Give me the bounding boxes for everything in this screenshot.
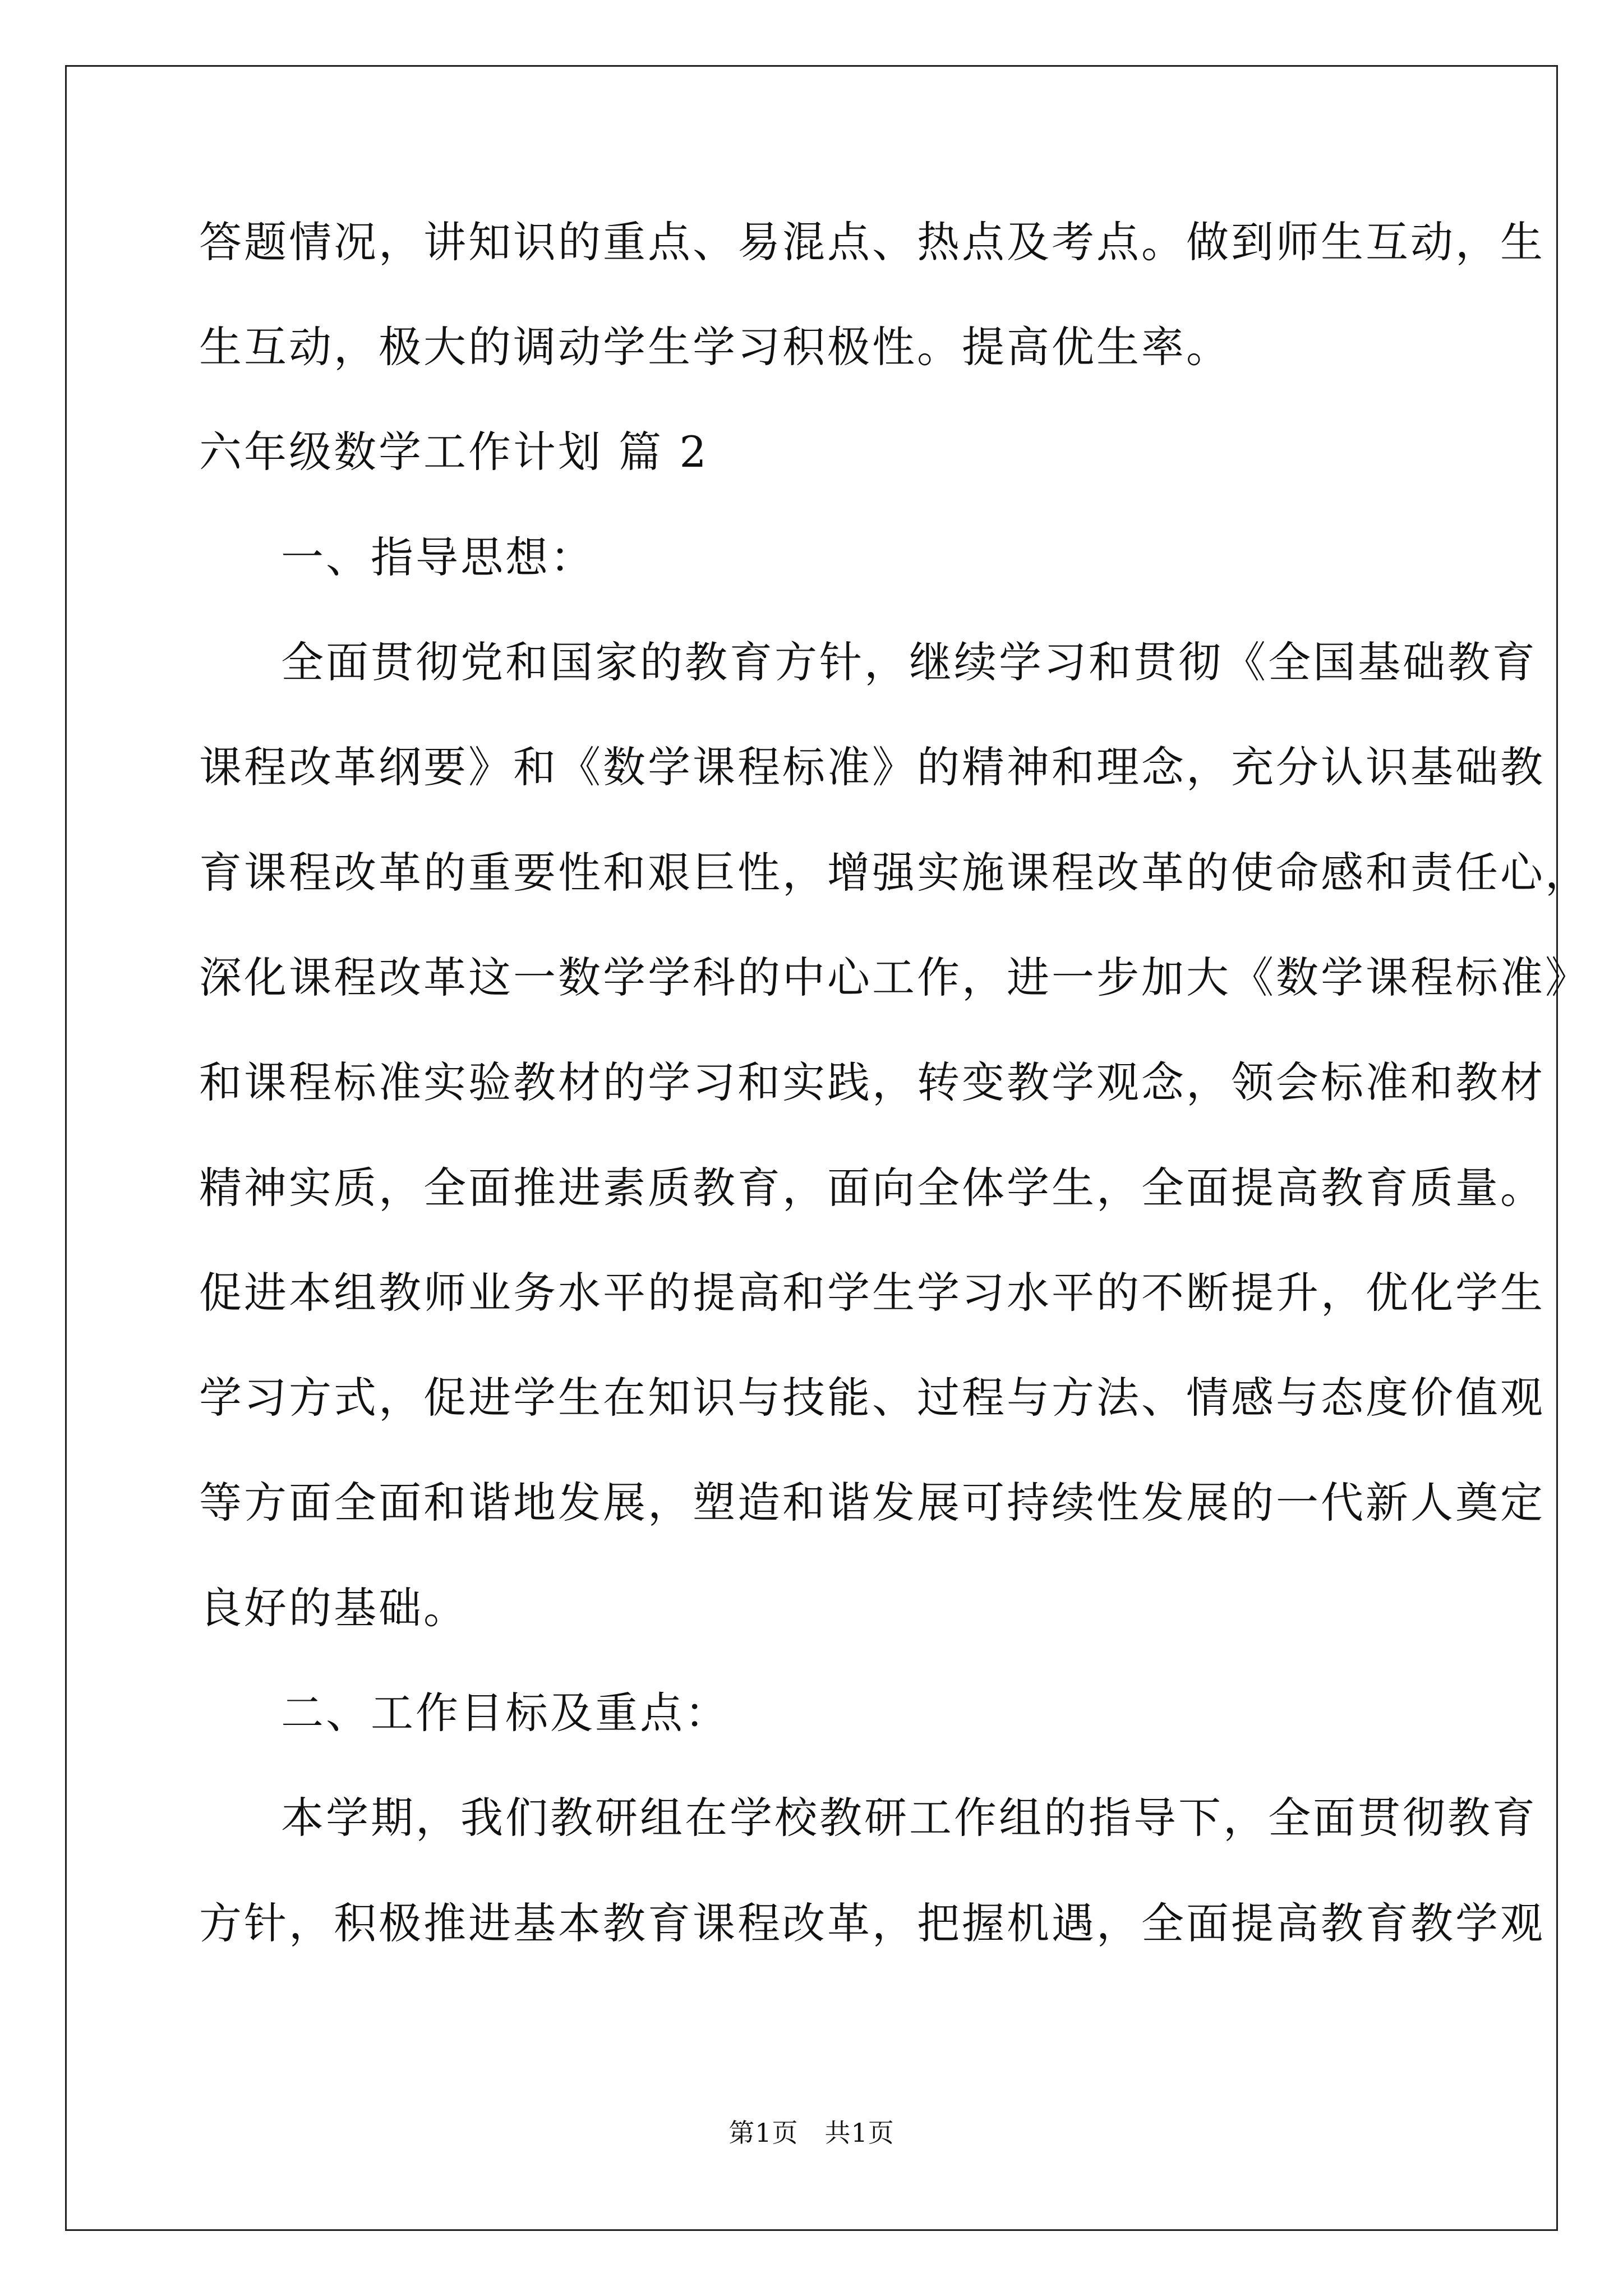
section-heading: 一、指导思想： — [281, 532, 595, 582]
paragraph-line: 本学期，我们教研组在学校教研工作组的指导下，全面贯彻教育 — [281, 1793, 1537, 1843]
paragraph-line: 育课程改革的重要性和艰巨性，增强实施课程改革的使命感和责任心， — [199, 848, 1590, 898]
paragraph-line: 生互动，极大的调动学生学习积极性。提高优生率。 — [199, 322, 1231, 372]
paragraph-line: 学习方式，促进学生在知识与技能、过程与方法、情感与态度价值观 — [199, 1373, 1545, 1423]
section-title: 六年级数学工作计划 篇 2 — [199, 427, 709, 477]
paragraph-line: 方针，积极推进基本教育课程改革，把握机遇，全面提高教育教学观 — [199, 1898, 1545, 1948]
page-footer: 第1页 共1页 — [728, 2118, 895, 2148]
paragraph-line: 精神实质，全面推进素质教育，面向全体学生，全面提高教育质量。 — [199, 1163, 1545, 1213]
paragraph-line: 深化课程改革这一数学学科的中心工作，进一步加大《数学课程标准》 — [199, 953, 1590, 1002]
paragraph-line: 答题情况，讲知识的重点、易混点、热点及考点。做到师生互动，生 — [199, 217, 1545, 267]
section-heading: 二、工作目标及重点： — [281, 1688, 730, 1738]
paragraph-line: 课程改革纲要》和《数学课程标准》的精神和理念，充分认识基础教 — [199, 742, 1545, 792]
paragraph-line: 促进本组教师业务水平的提高和学生学习水平的不断提升，优化学生 — [199, 1268, 1545, 1318]
paragraph-line: 良好的基础。 — [199, 1583, 468, 1633]
paragraph-line: 和课程标准实验教材的学习和实践，转变教学观念，领会标准和教材 — [199, 1057, 1545, 1107]
paragraph-line: 等方面全面和谐地发展，塑造和谐发展可持续性发展的一代新人奠定 — [199, 1478, 1545, 1527]
paragraph-line: 全面贯彻党和国家的教育方针，继续学习和贯彻《全国基础教育 — [281, 637, 1537, 687]
